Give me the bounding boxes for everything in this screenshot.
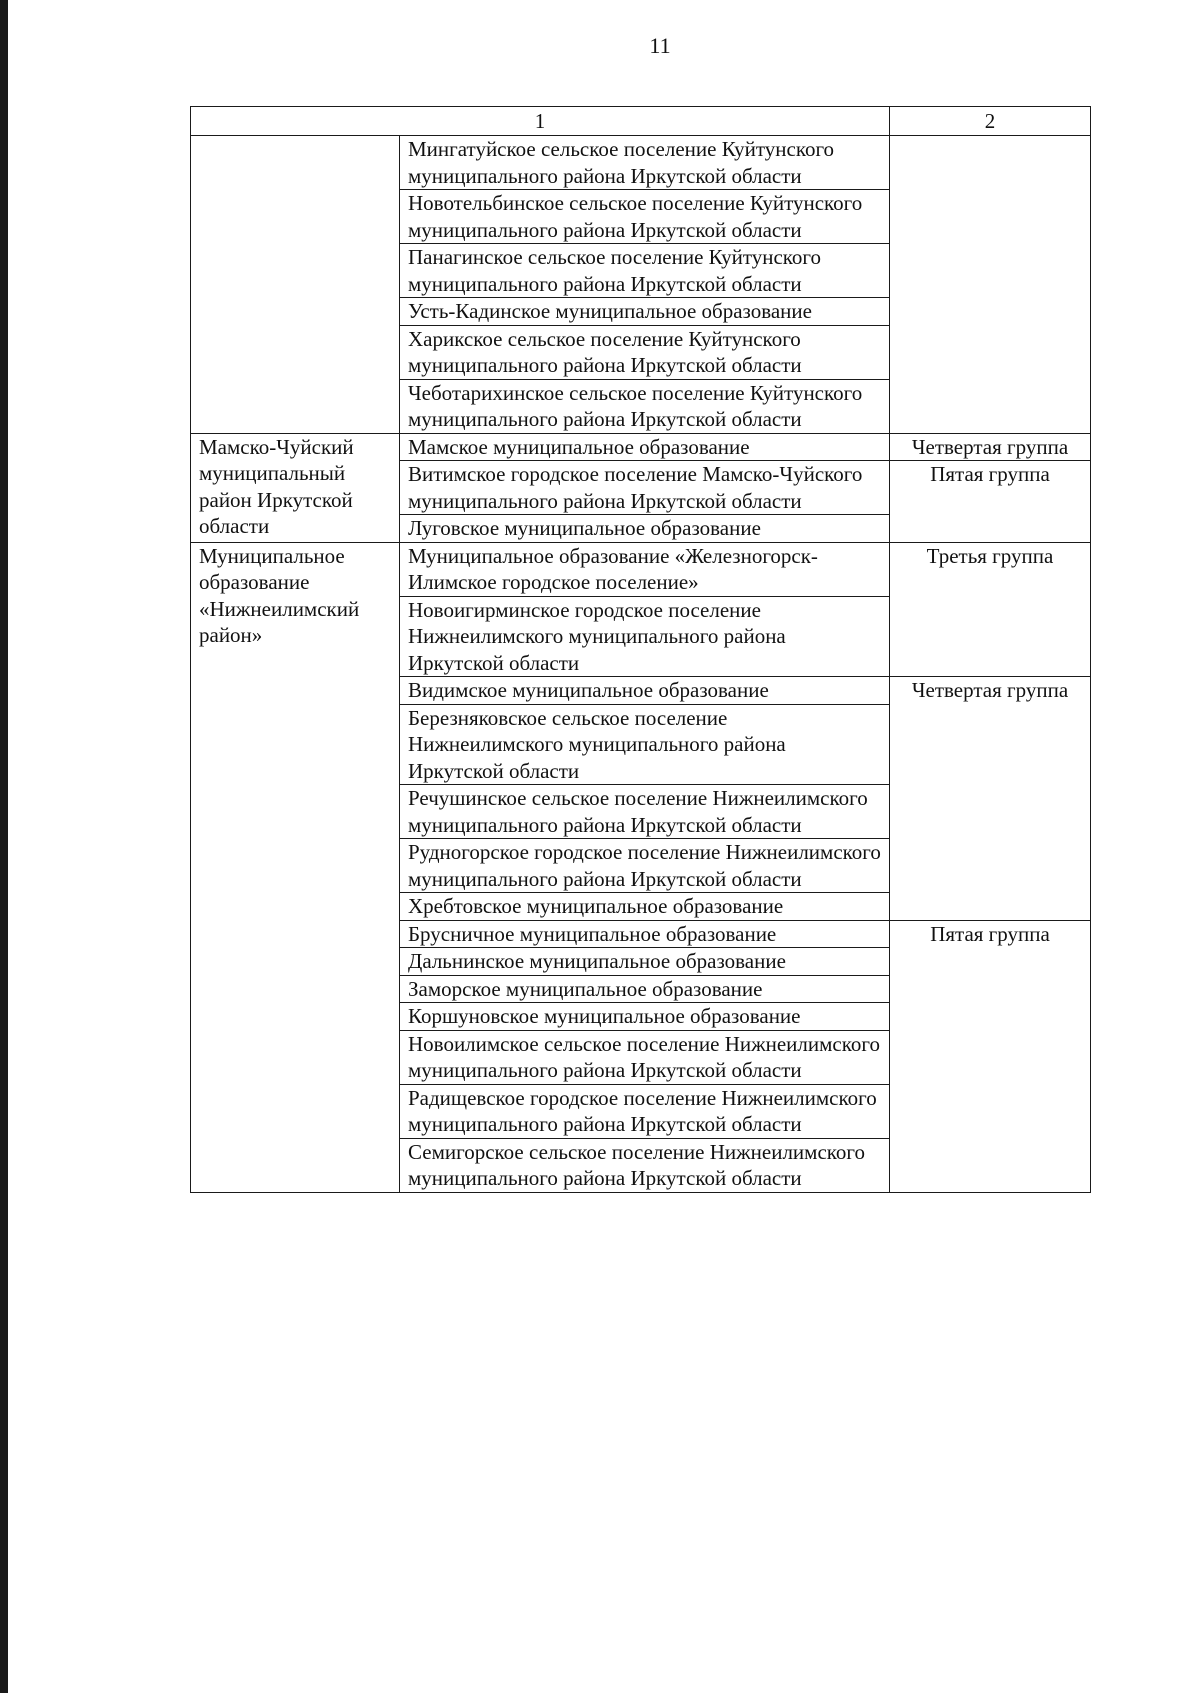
column-header-1: 1	[191, 107, 890, 136]
column-header-2: 2	[890, 107, 1091, 136]
settlement-cell: Березняковское сельское поселение Нижнеилимского муниципального района Иркутской области	[400, 704, 890, 785]
settlement-cell: Панагинское сельское поселение Куйтунского муниципального района Иркутской области	[400, 244, 890, 298]
settlement-cell: Усть-Кадинское муниципальное образование	[400, 298, 890, 326]
district-cell: Муниципальное образование «Нижнеилимский район»	[191, 542, 400, 1192]
table-row	[191, 433, 1091, 461]
settlement-cell: Новотельбинское сельское поселение Куйтунского муниципального района Иркутской области	[400, 190, 890, 244]
settlement-cell: Дальнинское муниципальное образование	[400, 948, 890, 976]
settlement-cell: Заморское муниципальное образование	[400, 975, 890, 1003]
group-cell: Четвертая группа	[890, 433, 1091, 461]
district-cell: Мамско-Чуйский муниципальный район Иркутской области	[191, 433, 400, 542]
settlement-cell: Мингатуйское сельское поселение Куйтунского муниципального района Иркутской области	[400, 136, 890, 190]
settlement-cell: Речушинское сельское поселение Нижнеилимского муниципального района Иркутской области	[400, 785, 890, 839]
table-row	[191, 136, 1091, 190]
header-row	[191, 107, 1091, 136]
settlement-cell: Новоилимское сельское поселение Нижнеилимского муниципального района Иркутской области	[400, 1030, 890, 1084]
settlement-cell: Новоигирминское городское поселение Нижнеилимского муниципального района Иркутской области	[400, 596, 890, 677]
binder-edge	[0, 0, 8, 1693]
settlement-cell: Радищевское городское поселение Нижнеилимского муниципального района Иркутской области	[400, 1084, 890, 1138]
settlement-cell: Витимское городское поселение Мамско-Чуйского муниципального района Иркутской области	[400, 461, 890, 515]
group-cell-continued	[890, 136, 1091, 434]
settlement-cell: Хребтовское муниципальное образование	[400, 893, 890, 921]
group-cell: Четвертая группа	[890, 677, 1091, 921]
page-number: 11	[649, 33, 671, 58]
settlement-cell: Муниципальное образование «Железногорск-Илимское городское поселение»	[400, 542, 890, 596]
municipality-group-table	[190, 106, 1091, 1193]
settlement-cell: Коршуновское муниципальное образование	[400, 1003, 890, 1031]
group-cell: Третья группа	[890, 542, 1091, 677]
settlement-cell: Чеботарихинское сельское поселение Куйтунского муниципального района Иркутской области	[400, 379, 890, 433]
group-cell: Пятая группа	[890, 920, 1091, 1192]
settlement-cell: Рудногорское городское поселение Нижнеилимского муниципального района Иркутской области	[400, 839, 890, 893]
settlement-cell: Луговское муниципальное образование	[400, 515, 890, 543]
table-row	[191, 542, 1091, 596]
group-cell: Пятая группа	[890, 461, 1091, 543]
district-cell-continued	[191, 136, 400, 434]
settlement-cell: Видимское муниципальное образование	[400, 677, 890, 705]
settlement-cell: Мамское муниципальное образование	[400, 433, 890, 461]
settlement-cell: Семигорское сельское поселение Нижнеилимского муниципального района Иркутской области	[400, 1138, 890, 1192]
settlement-cell: Брусничное муниципальное образование	[400, 920, 890, 948]
settlement-cell: Харикское сельское поселение Куйтунского муниципального района Иркутской области	[400, 325, 890, 379]
